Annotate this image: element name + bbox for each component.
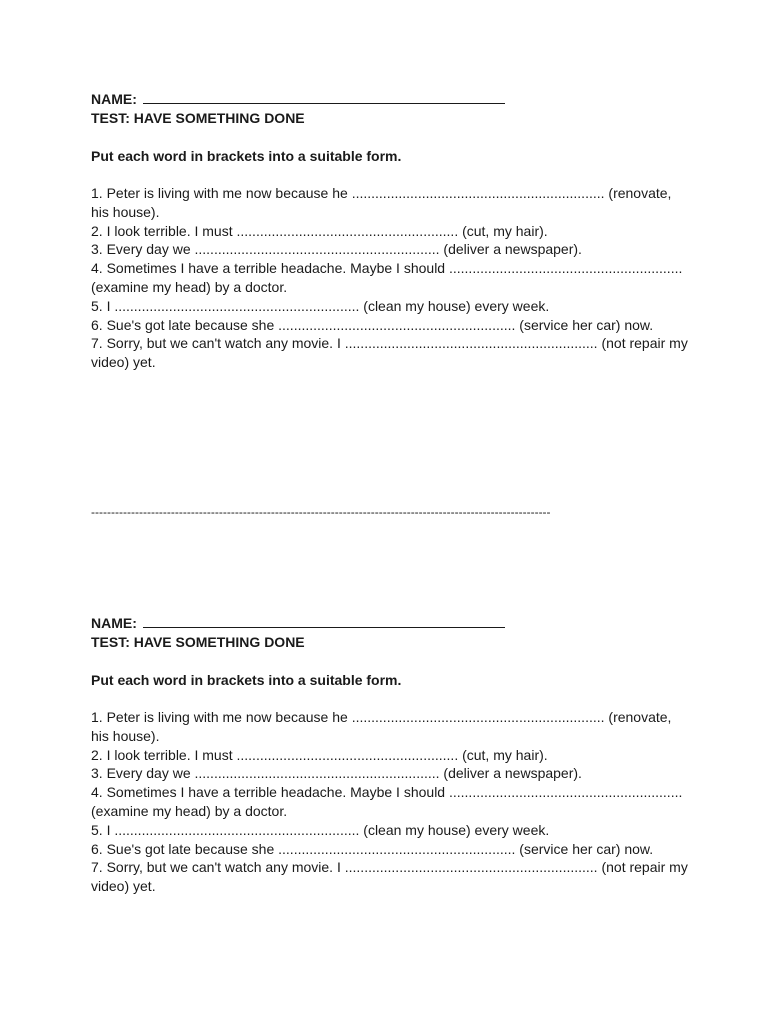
exercise-item-4: 4. Sometimes I have a terrible headache. Maybe I should ............................................................ (examine my head) by a doctor. — [91, 784, 687, 819]
exercise-item-3: 3. Every day we ............................................................... (deliver a newspaper). — [91, 241, 582, 258]
exercise-item-2: 2. I look terrible. I must ......................................................... (cut, my hair). — [91, 746, 548, 763]
cut-line-divider: ------------------------------------------------------------------------------------------------------------------- — [91, 505, 551, 519]
name-label: NAME: — [91, 615, 137, 631]
exercise-item-5: 5. I ............................................................... (clean my house) every week. — [91, 297, 550, 314]
exercise-list — [91, 184, 691, 372]
worksheet-top — [91, 90, 691, 372]
test-title: TEST: HAVE SOMETHING DONE — [91, 634, 305, 650]
exercise-item-6: 6. Sue's got late because she ............................................................. (service her car) now. — [91, 840, 654, 857]
exercise-list — [91, 708, 691, 896]
name-field-row — [91, 90, 691, 109]
exercise-item-7: 7. Sorry, but we can't watch any movie. I ................................................................. (not repair my video) yet. — [91, 335, 692, 371]
test-title: TEST: HAVE SOMETHING DONE — [91, 110, 305, 126]
exercise-item-3: 3. Every day we ............................................................... (deliver a newspaper). — [91, 765, 582, 782]
instruction: Put each word in brackets into a suitable form. — [91, 148, 402, 164]
exercise-item-6: 6. Sue's got late because she ............................................................. (service her car) now. — [91, 316, 654, 333]
name-blank-line — [143, 615, 505, 628]
exercise-item-1: 1. Peter is living with me now because he ................................................................. (renovate, his house). — [91, 709, 676, 744]
exercise-item-2: 2. I look terrible. I must ......................................................... (cut, my hair). — [91, 222, 548, 239]
name-label: NAME: — [91, 91, 137, 107]
exercise-item-4: 4. Sometimes I have a terrible headache. Maybe I should ............................................................ (examine my head) by a doctor. — [91, 260, 687, 295]
name-blank-line — [143, 91, 505, 104]
exercise-item-1: 1. Peter is living with me now because he ................................................................. (renovate, his house). — [91, 185, 676, 220]
instruction: Put each word in brackets into a suitable form. — [91, 672, 402, 688]
exercise-item-7: 7. Sorry, but we can't watch any movie. I ................................................................. (not repair my video) yet. — [91, 859, 692, 895]
exercise-item-5: 5. I ............................................................... (clean my house) every week. — [91, 821, 550, 838]
name-field-row — [91, 614, 691, 633]
worksheet-bottom — [91, 614, 691, 896]
